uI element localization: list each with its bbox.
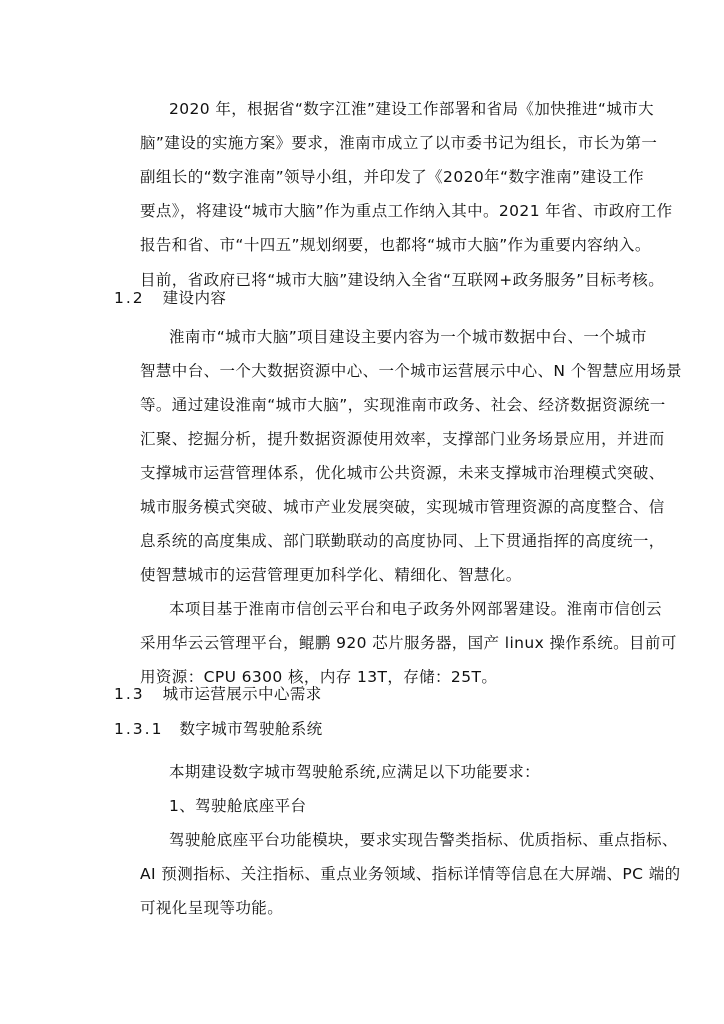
paragraph-line: 智慧中台、一个大数据资源中心、一个城市运营展示中心、N 个智慧应用场景 xyxy=(140,362,683,380)
section-title: 数字城市驾驶舱系统 xyxy=(179,720,323,738)
paragraph-line: 副组长的“数字淮南”领导小组，并印发了《2020年“数字淮南”建设工作 xyxy=(140,168,645,186)
paragraph-line: 要点》，将建设“城市大脑”作为重点工作纳入其中。2021 年省、市政府工作 xyxy=(140,202,673,220)
paragraph-line: 等。通过建设淮南“城市大脑”，实现淮南市政务、社会、经济数据资源统一 xyxy=(140,396,666,414)
paragraph-line: 用资源：CPU 6300 核，内存 13T，存储：25T。 xyxy=(140,668,498,686)
paragraph-line: 使智慧城市的运营管理更加科学化、精细化、智慧化。 xyxy=(140,566,522,584)
section-title: 城市运营展示中心需求 xyxy=(162,685,322,703)
section-heading-1-2 xyxy=(114,288,226,308)
paragraph-line: 报告和省、市“十四五”规划纲要，也都将“城市大脑”作为重要内容纳入。 xyxy=(140,236,651,254)
paragraph-line: 息系统的高度集成、部门联勤联动的高度协同、上下贯通指挥的高度统一， xyxy=(140,532,665,550)
section-title: 建设内容 xyxy=(162,289,227,307)
section-number: 1.3.1 xyxy=(114,720,164,738)
paragraph-line: 脑”建设的实施方案》要求，淮南市成立了以市委书记为组长，市长为第一 xyxy=(140,134,658,152)
paragraph-line: 本期建设数字城市驾驶舱系统,应满足以下功能要求： xyxy=(169,763,541,781)
paragraph-line: 目前，省政府已将“城市大脑”建设纳入全省“互联网+政务服务”目标考核。 xyxy=(140,271,665,289)
paragraph-line: 可视化呈现等功能。 xyxy=(140,899,284,917)
paragraph-line: 支撑城市运营管理体系，优化城市公共资源，未来支撑城市治理模式突破、 xyxy=(140,464,665,482)
paragraph-line: 本项目基于淮南市信创云平台和电子政务外网部署建设。淮南市信创云 xyxy=(169,600,662,618)
paragraph-line: 汇聚、挖掘分析，提升数据资源使用效率，支撑部门业务场景应用，并进而 xyxy=(140,430,665,448)
paragraph-line: 驾驶舱底座平台功能模块，要求实现告警类指标、优质指标、重点指标、 xyxy=(169,831,678,849)
paragraph-line: 城市服务模式突破、城市产业发展突破，实现城市管理资源的高度整合、信 xyxy=(140,498,665,516)
paragraph-line: 采用华云云管理平台，鲲鹏 920 芯片服务器，国产 linux 操作系统。目前可 xyxy=(140,634,677,652)
list-item-title: 1、驾驶舱底座平台 xyxy=(169,797,307,815)
section-number: 1.3 xyxy=(114,685,145,703)
paragraph-line: 2020 年，根据省“数字江淮”建设工作部署和省局《加快推进“城市大 xyxy=(169,100,655,118)
section-heading-1-3-1 xyxy=(114,719,323,739)
section-heading-1-3 xyxy=(114,684,322,704)
section-number: 1.2 xyxy=(114,289,145,307)
paragraph-line: AI 预测指标、关注指标、重点业务领域、指标详情等信息在大屏端、PC 端的 xyxy=(140,865,681,883)
paragraph-line: 淮南市“城市大脑”项目建设主要内容为一个城市数据中台、一个城市 xyxy=(169,328,647,346)
